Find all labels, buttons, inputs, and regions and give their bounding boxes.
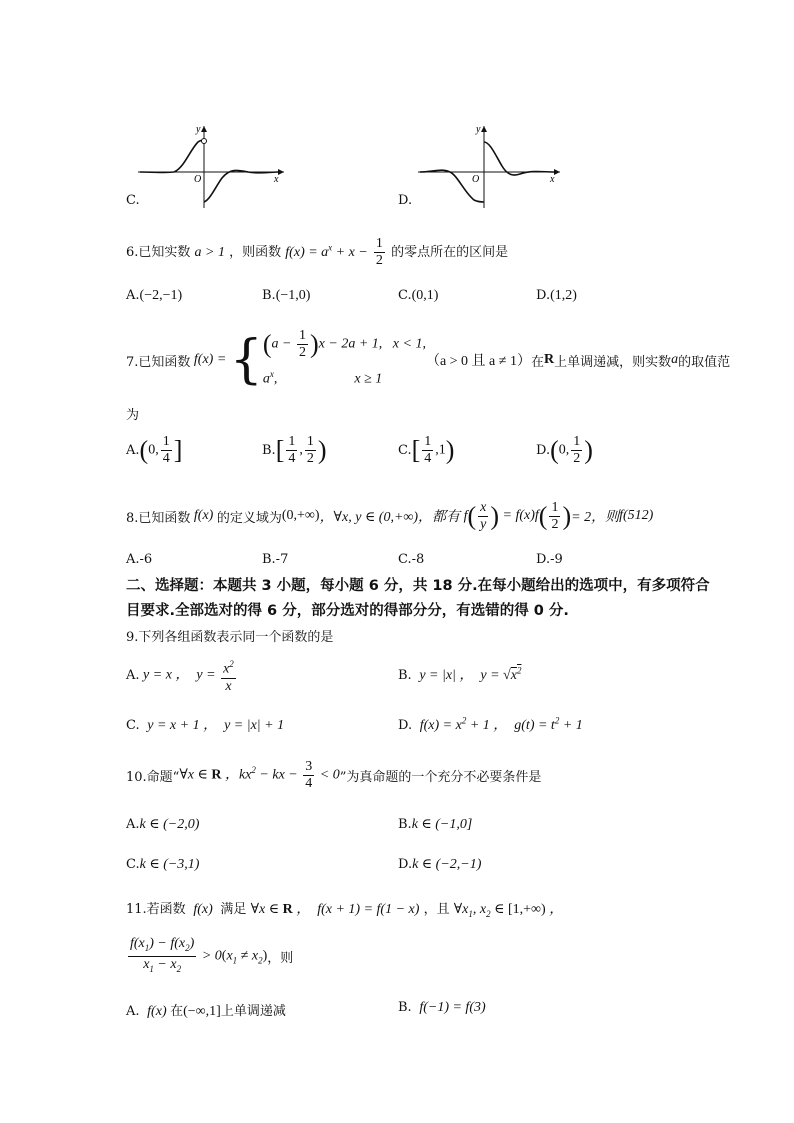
q7-text3: 的取值范 <box>678 354 731 370</box>
q7-option-c-value: [ $\frac{1}{4}$ ,1) <box>411 434 455 466</box>
graph-c-svg <box>126 120 296 212</box>
question-8 <box>126 496 653 536</box>
q6-prefix: 6.已知实数 <box>126 245 191 260</box>
q10-option-b-value: k ∈ (−1,0] <box>411 817 473 832</box>
q7-text2: 上单调递减，则实数 <box>554 354 672 370</box>
q6-option-b-label: B. <box>262 288 276 303</box>
q11-option-a[interactable] <box>126 1000 286 1020</box>
q7-prefix: 7.已知函数 <box>126 354 191 370</box>
q11-option-b[interactable] <box>398 1000 486 1016</box>
q10-option-a-value: k ∈ (−2,0) <box>139 817 200 832</box>
q11-cond1: ∀x ∈ R ， f(x + 1) = f(1 − x) <box>250 902 420 917</box>
q8-fxy: f( $\frac{x}{y}$ ) <box>460 499 500 532</box>
q7-text: 在 <box>530 354 544 370</box>
question-10 <box>126 758 541 792</box>
q11-option-b-expr: f(−1) = f(3) <box>415 1000 486 1015</box>
q11-option-b-label: B. <box>398 1000 412 1015</box>
q7-R: R <box>543 352 555 367</box>
q7-row1-condition: x < 1, <box>392 336 426 352</box>
q11-option-a-expr: f(x) <box>143 1004 171 1019</box>
q9-option-b[interactable] <box>398 664 521 684</box>
q11-fx: f(x) <box>189 902 217 917</box>
q8-option-c[interactable]: C.-8 <box>398 552 425 567</box>
graph-d-y-arrow <box>481 126 487 132</box>
graph-c-open-point <box>202 139 207 144</box>
q8-option-b[interactable]: B.-7 <box>262 552 289 567</box>
graph-c <box>126 120 296 216</box>
q9-option-d[interactable] <box>398 714 583 734</box>
q11-option-a-text: 上单调递减 <box>220 1004 286 1019</box>
q11-option-a-in: 在 <box>170 1004 184 1019</box>
q6-option-a-label: A. <box>126 288 140 303</box>
graph-d-label: D. <box>398 193 413 208</box>
q6-function: $f(x) = a^x + x$ − <box>285 242 368 260</box>
q9-option-d-value: $f(x) = x^2 + 1$ ， $g(t) = t^2 + 1$ <box>416 715 583 733</box>
q9-option-b-label: B. <box>398 668 412 683</box>
q7-option-d[interactable] <box>536 434 593 467</box>
graph-c-curve-left <box>140 140 204 172</box>
q10-option-c-label: C. <box>126 857 140 872</box>
graph-d-x-label: x <box>550 174 555 185</box>
graph-d <box>408 120 578 216</box>
q6-option-d-value: (1,2) <box>550 288 577 303</box>
q6-option-b[interactable] <box>262 288 310 304</box>
q7-option-a-label: A. <box>126 443 140 458</box>
q7-option-a[interactable] <box>126 434 182 467</box>
q8-mid: 的定义域为 <box>216 510 282 526</box>
q7-option-d-label: D. <box>536 443 551 458</box>
q10-suffix: ”为真命题的一个充分不必要条件是 <box>339 769 542 785</box>
q11-frac: $\frac{f(x_1) - f(x_2)}{x_1 - x_2}$ > $0(x_1 \ne x_2)$ <box>130 935 268 974</box>
q11-option-a-interval: (−∞,1] <box>183 1004 221 1019</box>
q9-option-c-label: C. <box>126 718 140 733</box>
q10-prefix: 10.命题“ <box>126 769 180 785</box>
q8-option-d[interactable]: D.-9 <box>536 552 563 567</box>
graph-c-label: C. <box>126 193 140 208</box>
q11-mid: 满足 <box>220 902 247 917</box>
q6-mid: ，则函数 <box>229 245 282 260</box>
q6-option-a[interactable] <box>126 288 182 304</box>
q10-option-a[interactable] <box>126 816 199 833</box>
q7-option-c-label: C. <box>398 443 412 458</box>
q7-row1: (a − $\frac{1}{2}$ )x − 2a + 1, x < 1, <box>262 327 426 360</box>
q9-option-d-label: D. <box>398 718 413 733</box>
q7-option-d-value: (0, $\frac{1}{2}$ ) <box>550 434 593 466</box>
q9-option-a-label: A. <box>126 667 140 683</box>
q8-domain: (0,+∞) <box>281 508 320 523</box>
q7-brace: { <box>229 330 263 390</box>
q6-option-a-value: (−2,−1) <box>139 288 183 303</box>
q8-prefix: 8.已知函数 <box>126 510 191 526</box>
q10-option-b-label: B. <box>398 817 412 832</box>
graph-d-y-label: y <box>476 124 481 135</box>
graph-d-curve-right <box>484 142 554 175</box>
q7-piecewise <box>263 328 426 393</box>
graph-d-origin-label: O <box>472 174 480 185</box>
graph-c-y-arrow <box>201 126 207 132</box>
q7-option-b[interactable] <box>262 434 327 467</box>
graph-c-y-label: y <box>196 124 201 135</box>
question-11 <box>126 898 563 919</box>
q8-forall: ，∀x, y ∈ (0,+∞)，都有 <box>319 510 461 525</box>
graph-d-svg <box>408 120 578 212</box>
q6-option-b-value: (−1,0) <box>275 288 311 303</box>
q6-option-c-label: C. <box>398 288 412 303</box>
q10-option-a-label: A. <box>126 817 140 832</box>
q7-row2: $a^x$, x ≥ 1 <box>262 368 383 387</box>
q10-option-d-label: D. <box>398 857 413 872</box>
question-6 <box>126 236 508 269</box>
graph-c-origin-label: O <box>194 174 202 185</box>
q11-prefix: 11.若函数 <box>126 902 186 917</box>
q8-fx: f(x) <box>190 508 217 523</box>
q10-option-d-value: k ∈ (−2,−1) <box>412 857 482 872</box>
q6-suffix: 的零点所在的区间是 <box>391 245 509 260</box>
q8-eq2: = 2，则 <box>571 510 620 525</box>
question-9: 9.下列各组函数表示同一个函数的是 <box>126 630 334 645</box>
q7-option-b-value: [ $\frac{1}{4}$ , $\frac{1}{2}$ ) <box>275 434 327 466</box>
q7-option-a-value: (0, $\frac{1}{4}$ ] <box>139 434 183 466</box>
q11-option-a-label: A. <box>126 1004 140 1019</box>
q7-row2-expr: a <box>262 371 270 387</box>
q10-option-b[interactable] <box>398 816 472 833</box>
q10-option-c[interactable] <box>126 856 199 873</box>
q9-option-b-value: y = |x| ， $y = √x^2$ <box>415 665 522 683</box>
q6-option-d-label: D. <box>536 288 551 303</box>
q7-row2-condition: x ≥ 1 <box>354 371 383 387</box>
q9-option-c-value: y = x + 1 ， y = |x| + 1 <box>143 718 285 733</box>
q7-fx: f(x) = <box>190 352 230 367</box>
q10-expr: ∀x ∈ R ，$kx^2$ − kx − $\frac{3}{4}$ < 0 <box>179 758 340 791</box>
q9-option-c[interactable] <box>126 714 284 734</box>
graph-c-x-label: x <box>274 174 279 185</box>
q8-f512: f(512) <box>619 508 654 523</box>
q6-condition: a > 1 <box>194 245 225 260</box>
q7-wrap: 为 <box>126 408 140 423</box>
q8-eq: = f(x)f <box>502 508 539 523</box>
q7-option-c[interactable] <box>398 434 454 467</box>
q7-var-a: a <box>671 352 679 367</box>
q6-option-c[interactable] <box>398 288 438 304</box>
question-7 <box>126 328 730 392</box>
q6-option-d[interactable] <box>536 288 577 304</box>
q11-cond3: $\forall x_1$, $x_2$ ∈ [1,+∞) ， <box>453 902 564 919</box>
q7-option-b-label: B. <box>262 443 276 458</box>
q6-fraction: $\frac{1}{2}$ <box>375 236 383 268</box>
graph-c-curve-right <box>204 170 278 202</box>
q11-cond2: ，且 <box>423 902 450 917</box>
section-2-line1: 二、选择题：本题共 3 小题，每小题 6 分，共 18 分.在每小题给出的选项中，有多项符合 <box>126 578 710 594</box>
q6-option-c-value: (0,1) <box>411 288 439 303</box>
q11-inequality <box>126 934 293 978</box>
graph-c-x-arrow <box>278 169 284 175</box>
section-2-line2: 目要求.全部选对的得 6 分，部分选对的得部分分，有选错的得 0 分. <box>126 603 569 619</box>
q10-option-d[interactable] <box>398 856 481 873</box>
graph-d-x-arrow <box>554 169 560 175</box>
q9-option-a[interactable] <box>126 656 238 695</box>
q10-option-c-value: k ∈ (−3,1) <box>139 857 200 872</box>
q8-half: ( $\frac{1}{2}$ ) <box>538 499 572 532</box>
q7-paren: （a > 0 且 a ≠ 1） <box>425 354 531 369</box>
q8-option-a[interactable]: A.-6 <box>126 552 153 567</box>
q9-option-a-value: y = x ， y = $\frac{x^2}{x}$ <box>140 656 238 695</box>
q11-then: ，则 <box>267 950 294 966</box>
